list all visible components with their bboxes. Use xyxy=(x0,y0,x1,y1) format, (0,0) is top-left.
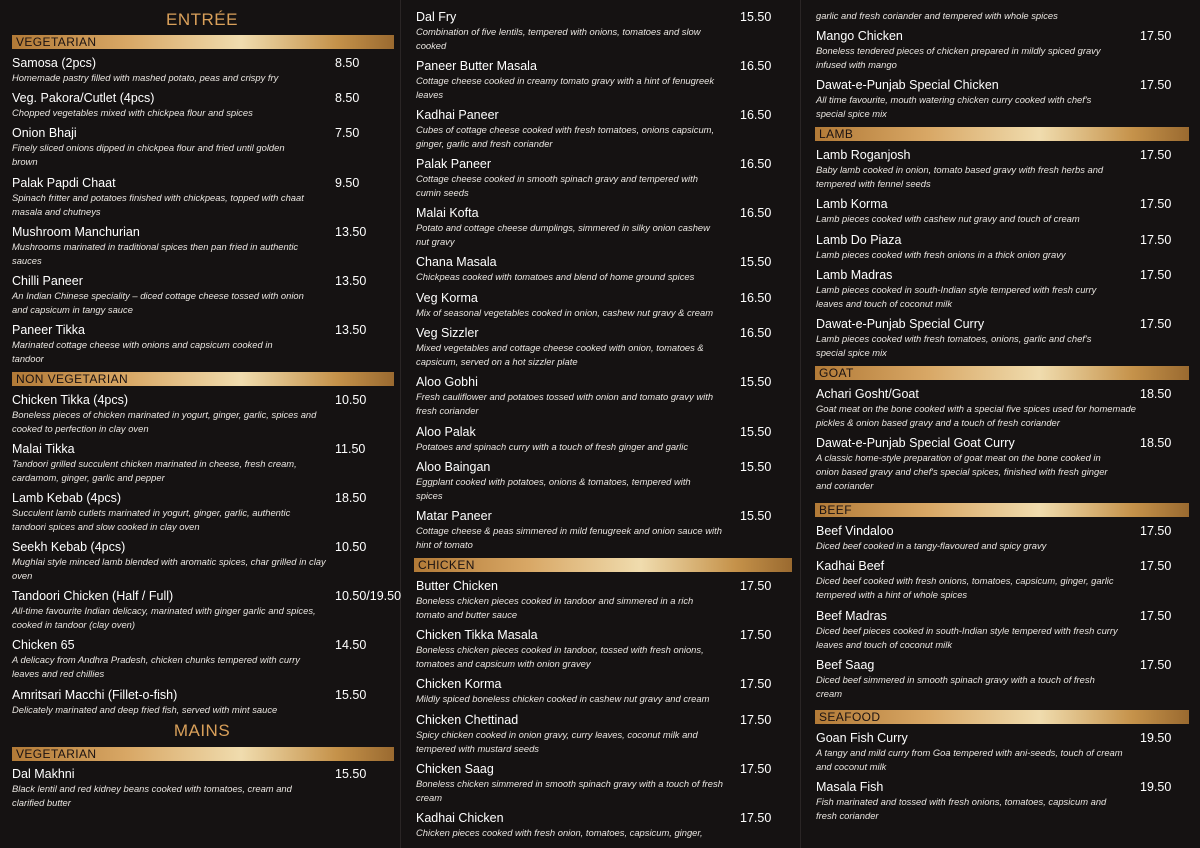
item-price: 17.50 xyxy=(1140,233,1172,247)
item-price: 13.50 xyxy=(335,323,367,337)
item-desc: Boneless tendered pieces of chicken prepared in mildly spiced gravy infused with mango xyxy=(816,45,1101,70)
item-price: 8.50 xyxy=(335,91,360,105)
section-band-seafood: SEAFOOD xyxy=(815,710,1189,724)
item-desc: Succulent lamb cutlets marinated in yogurt, ginger, garlic, authentic tandoori spices and slow cooked in clay oven xyxy=(12,507,291,532)
item-name: Lamb Madras xyxy=(816,268,893,282)
menu-item xyxy=(416,291,796,320)
item-name: Kadhai Beef xyxy=(816,559,885,573)
section-band-lamb: LAMB xyxy=(815,127,1189,141)
menu-item xyxy=(816,731,1196,774)
menu-item xyxy=(816,317,1196,360)
menu-item xyxy=(416,255,796,284)
item-name: Seekh Kebab (4pcs) xyxy=(12,540,126,554)
item-name: Kadhai Paneer xyxy=(416,108,499,122)
item-name: Lamb Korma xyxy=(816,197,888,211)
item-name: Dawat-e-Punjab Special Curry xyxy=(816,317,985,331)
menu-item xyxy=(12,442,397,485)
item-desc: Cubes of cottage cheese cooked with fresh tomatoes, onions capsicum, ginger, garlic and fresh coriander xyxy=(416,124,715,149)
item-price: 18.50 xyxy=(1140,436,1172,450)
item-price: 8.50 xyxy=(335,56,360,70)
item-name: Chilli Paneer xyxy=(12,274,83,288)
item-name: Beef Vindaloo xyxy=(816,524,894,538)
item-desc: Diced beef simmered in smooth spinach gravy with a touch of fresh cream xyxy=(816,674,1095,699)
item-name: Dal Fry xyxy=(416,10,457,24)
item-name: Malai Kofta xyxy=(416,206,479,220)
item-desc: Tandoori grilled succulent chicken marinated in cheese, fresh cream, cardamom, ginger, garlic and pepper xyxy=(12,458,297,483)
item-desc: A classic home-style preparation of goat meat on the bone cooked in onion based gravy and chef's special spices, finished with fresh ginger and coriander xyxy=(816,452,1108,491)
item-name: Aloo Baingan xyxy=(416,460,491,474)
menu-item xyxy=(816,197,1196,226)
menu-item xyxy=(12,126,397,169)
item-name: Malai Tikka xyxy=(12,442,75,456)
menu-item xyxy=(416,206,796,249)
item-price: 17.50 xyxy=(740,762,772,776)
entree-heading: ENTRÉE xyxy=(166,10,238,29)
item-name: Chicken Korma xyxy=(416,677,502,691)
item-desc: Baby lamb cooked in onion, tomato based gravy with fresh herbs and tempered with fennel seeds xyxy=(816,164,1104,189)
item-price: 17.50 xyxy=(740,811,772,825)
item-name: Masala Fish xyxy=(816,780,884,794)
item-price: 15.50 xyxy=(740,425,772,439)
section-band-entree-vegetarian: VEGETARIAN xyxy=(12,35,394,49)
item-price: 19.50 xyxy=(1140,780,1172,794)
menu-item xyxy=(816,29,1196,72)
item-name: Chicken Chettinad xyxy=(416,713,519,727)
item-desc: Mildly spiced boneless chicken cooked in cashew nut gravy and cream xyxy=(416,693,710,704)
item-name: Chana Masala xyxy=(416,255,497,269)
item-name: Chicken Saag xyxy=(416,762,494,776)
item-desc: All time favourite, mouth watering chicken curry cooked with chef's special spice mix xyxy=(816,94,1092,119)
item-name: Paneer Butter Masala xyxy=(416,59,537,73)
menu-item xyxy=(416,677,796,706)
item-desc: Fresh cauliflower and potatoes tossed with onion and tomato gravy with fresh coriander xyxy=(416,391,714,416)
menu-item xyxy=(816,658,1196,701)
section-band-entree-non-vegetarian: NON VEGETARIAN xyxy=(12,372,394,386)
item-desc: Cottage cheese & peas simmered in mild fenugreek and onion sauce with hint of tomato xyxy=(416,525,722,550)
item-name: Butter Chicken xyxy=(416,579,498,593)
item-desc: Potatoes and spinach curry with a touch of fresh ginger and garlic xyxy=(416,441,689,452)
item-price: 13.50 xyxy=(335,225,367,239)
item-desc: Marinated cottage cheese with onions and capsicum cooked in tandoor xyxy=(12,339,273,364)
item-name: Mushroom Manchurian xyxy=(12,225,140,239)
item-desc: Lamb pieces cooked with fresh tomatoes, onions, garlic and chef's special spice mix xyxy=(816,333,1092,358)
item-price: 7.50 xyxy=(335,126,360,140)
item-desc: Goat meat on the bone cooked with a special five spices used for homemade pickles & onion based gravy and a touch of fresh coriander xyxy=(816,403,1136,428)
menu-item xyxy=(816,148,1196,191)
item-price: 17.50 xyxy=(1140,29,1172,43)
item-price: 15.50 xyxy=(740,509,772,523)
mains-heading: MAINS xyxy=(173,721,231,740)
menu-item xyxy=(416,10,796,53)
item-name: Samosa (2pcs) xyxy=(12,56,97,70)
item-price: 17.50 xyxy=(1140,78,1172,92)
menu-item xyxy=(416,425,796,454)
item-desc: Homemade pastry filled with mashed potato, peas and crispy fry xyxy=(12,72,279,83)
item-price: 17.50 xyxy=(740,713,772,727)
item-desc: Chicken pieces cooked with fresh onion, tomatoes, capsicum, ginger, xyxy=(416,827,703,838)
item-desc: Mughlai style minced lamb blended with aromatic spices, char grilled in clay oven xyxy=(12,556,326,581)
item-desc: Cottage cheese cooked in smooth spinach gravy and tempered with cumin seeds xyxy=(416,173,698,198)
menu-item xyxy=(416,375,796,418)
menu-item xyxy=(12,540,397,583)
item-price: 18.50 xyxy=(335,491,367,505)
item-desc: Diced beef cooked in a tangy-flavoured and spicy gravy xyxy=(816,540,1047,551)
item-desc: Boneless chicken pieces cooked in tandoor and simmered in a rich tomato and butter sauce xyxy=(416,595,694,620)
menu-item xyxy=(12,767,397,810)
menu-item xyxy=(416,713,796,756)
item-price: 17.50 xyxy=(1140,268,1172,282)
menu-item xyxy=(816,233,1196,262)
item-name: Paneer Tikka xyxy=(12,323,85,337)
item-name: Lamb Roganjosh xyxy=(816,148,911,162)
item-name: Dawat-e-Punjab Special Goat Curry xyxy=(816,436,1015,450)
item-desc: Fish marinated and tossed with fresh onions, tomatoes, capsicum and fresh coriander xyxy=(816,796,1107,821)
item-price: 17.50 xyxy=(1140,197,1172,211)
menu-item xyxy=(816,268,1196,311)
item-desc: Combination of five lentils, tempered with onions, tomatoes and slow cooked xyxy=(416,26,701,51)
item-price: 15.50 xyxy=(335,767,367,781)
item-desc: Boneless chicken pieces cooked in tandoor, tossed with fresh onions, tomatoes and capsicum with onion gravey xyxy=(416,644,704,669)
item-price: 15.50 xyxy=(335,688,367,702)
menu-item xyxy=(12,91,397,120)
item-desc: A delicacy from Andhra Pradesh, chicken chunks tempered with curry leaves and red chillies xyxy=(12,654,300,679)
item-name: Veg. Pakora/Cutlet (4pcs) xyxy=(12,91,155,105)
item-price: 9.50 xyxy=(335,176,360,190)
section-band-beef: BEEF xyxy=(815,503,1189,517)
menu-item xyxy=(416,811,796,840)
menu-item xyxy=(416,157,796,200)
item-desc-continued: garlic and fresh coriander and tempered with whole spices xyxy=(816,10,1058,21)
item-price: 16.50 xyxy=(740,326,772,340)
menu-item xyxy=(12,688,397,717)
item-name: Achari Gosht/Goat xyxy=(816,387,919,401)
item-price: 16.50 xyxy=(740,108,772,122)
menu-item xyxy=(416,762,796,805)
item-price: 11.50 xyxy=(335,442,366,456)
item-price: 13.50 xyxy=(335,274,367,288)
item-desc: Spinach fritter and potatoes finished with chickpeas, topped with chaat masala and chutneys xyxy=(12,192,304,217)
item-price: 17.50 xyxy=(1140,559,1172,573)
item-name: Chicken 65 xyxy=(12,638,75,652)
item-price: 17.50 xyxy=(1140,148,1172,162)
item-desc: Black lentil and red kidney beans cooked with tomatoes, cream and clarified butter xyxy=(12,783,292,808)
item-price: 10.50 xyxy=(335,393,367,407)
menu-item xyxy=(12,274,397,317)
item-name: Matar Paneer xyxy=(416,509,492,523)
item-price: 19.50 xyxy=(1140,731,1172,745)
item-desc: A tangy and mild curry from Goa tempered with ani-seeds, touch of cream and coconut milk xyxy=(816,747,1123,772)
item-name: Dawat-e-Punjab Special Chicken xyxy=(816,78,999,92)
item-name: Veg Sizzler xyxy=(416,326,479,340)
menu-item xyxy=(816,609,1196,652)
menu-item xyxy=(816,387,1196,430)
item-name: Goan Fish Curry xyxy=(816,731,908,745)
item-price: 15.50 xyxy=(740,10,772,24)
item-price: 17.50 xyxy=(740,677,772,691)
item-price: 16.50 xyxy=(740,157,772,171)
item-price: 17.50 xyxy=(1140,317,1172,331)
menu-item xyxy=(816,780,1196,823)
item-name: Mango Chicken xyxy=(816,29,903,43)
menu-item xyxy=(416,59,796,102)
section-band-mains-vegetarian: VEGETARIAN xyxy=(12,747,394,761)
item-name: Dal Makhni xyxy=(12,767,75,781)
menu-item xyxy=(12,491,397,534)
item-name: Aloo Gobhi xyxy=(416,375,478,389)
item-desc: Lamb pieces cooked in south-Indian style tempered with fresh curry leaves and touch of coconut milk xyxy=(816,284,1097,309)
item-desc: Finely sliced onions dipped in chickpea flour and fried until golden brown xyxy=(12,142,285,167)
menu-item xyxy=(416,460,796,503)
item-name: Lamb Kebab (4pcs) xyxy=(12,491,122,505)
item-desc: Potato and cottage cheese dumplings, simmered in silky onion cashew nut gravy xyxy=(416,222,710,247)
menu-item xyxy=(416,509,796,552)
item-desc: Delicately marinated and deep fried fish, served with mint sauce xyxy=(12,704,278,715)
item-price: 17.50 xyxy=(1140,609,1172,623)
menu-item xyxy=(12,225,397,268)
item-price: 17.50 xyxy=(740,579,772,593)
item-desc: Lamb pieces cooked with fresh onions in a thick onion gravy xyxy=(816,249,1066,260)
item-name: Aloo Palak xyxy=(416,425,476,439)
item-price: 18.50 xyxy=(1140,387,1172,401)
menu-item xyxy=(12,176,397,219)
item-desc: Cottage cheese cooked in creamy tomato gravy with a hint of fenugreek leaves xyxy=(416,75,715,100)
item-desc: Diced beef pieces cooked in south-Indian style tempered with fresh curry leaves and touch of coconut milk xyxy=(816,625,1118,650)
item-name: Beef Saag xyxy=(816,658,875,672)
item-name: Beef Madras xyxy=(816,609,887,623)
section-band-chicken: CHICKEN xyxy=(414,558,792,572)
item-price: 15.50 xyxy=(740,460,772,474)
menu-item xyxy=(816,524,1196,553)
section-band-goat: GOAT xyxy=(815,366,1189,380)
item-name: Chicken Tikka Masala xyxy=(416,628,538,642)
item-desc: Mushrooms marinated in traditional spices then pan fried in authentic sauces xyxy=(12,241,299,266)
menu-item xyxy=(12,589,400,632)
menu-item xyxy=(816,436,1196,493)
item-desc: Mixed vegetables and cottage cheese cooked with onion, tomatoes & capsicum, served on a hot sizzler plate xyxy=(416,342,704,367)
menu-item xyxy=(12,56,397,85)
item-name: Lamb Do Piaza xyxy=(816,233,902,247)
item-name: Kadhai Chicken xyxy=(416,811,504,825)
item-price: 15.50 xyxy=(740,255,772,269)
menu-item xyxy=(416,326,796,369)
menu-item xyxy=(416,579,796,622)
item-name: Veg Korma xyxy=(416,291,478,305)
menu-item xyxy=(12,323,397,366)
item-name: Tandoori Chicken (Half / Full) xyxy=(12,589,174,603)
item-desc: All-time favourite Indian delicacy, marinated with ginger garlic and spices, cooked in tandoor (clay oven) xyxy=(12,605,316,630)
item-desc: Lamb pieces cooked with cashew nut gravy and touch of cream xyxy=(816,213,1080,224)
item-desc: Diced beef cooked with fresh onions, tomatoes, capsicum, ginger, garlic tempered with a hint of whole spices xyxy=(816,575,1114,600)
item-desc: Chickpeas cooked with tomatoes and blend of home ground spices xyxy=(416,271,695,282)
item-desc: An Indian Chinese speciality – diced cottage cheese tossed with onion and capsicum in tangy sauce xyxy=(12,290,304,315)
item-price: 17.50 xyxy=(740,628,772,642)
item-desc: Boneless pieces of chicken marinated in yogurt, ginger, garlic, spices and cooked to perfection in clay oven xyxy=(12,409,317,434)
menu-item xyxy=(12,638,397,681)
item-price: 15.50 xyxy=(740,375,772,389)
item-price: 10.50 xyxy=(335,540,367,554)
item-price: 17.50 xyxy=(1140,658,1172,672)
item-price: 17.50 xyxy=(1140,524,1172,538)
menu-item xyxy=(816,559,1196,602)
item-desc: Boneless chicken simmered in smooth spinach gravy with a touch of fresh cream xyxy=(416,778,723,803)
menu-item xyxy=(12,393,397,436)
item-price: 16.50 xyxy=(740,206,772,220)
item-name: Palak Papdi Chaat xyxy=(12,176,116,190)
item-price: 14.50 xyxy=(335,638,367,652)
item-desc: Eggplant cooked with potatoes, onions & tomatoes, tempered with spices xyxy=(416,476,691,501)
menu-item xyxy=(416,628,796,671)
item-desc: Chopped vegetables mixed with chickpea flour and spices xyxy=(12,107,253,118)
item-name: Amritsari Macchi (Fillet-o-fish) xyxy=(12,688,178,702)
menu-item xyxy=(416,108,796,151)
item-desc: Spicy chicken cooked in onion gravy, curry leaves, coconut milk and tempered with mustard seeds xyxy=(416,729,698,754)
item-price: 10.50/19.50 xyxy=(335,589,402,603)
item-price: 16.50 xyxy=(740,291,772,305)
item-desc: Mix of seasonal vegetables cooked in onion, cashew nut gravy & cream xyxy=(416,307,714,318)
item-name: Palak Paneer xyxy=(416,157,492,171)
item-price: 16.50 xyxy=(740,59,772,73)
item-name: Onion Bhaji xyxy=(12,126,77,140)
menu-item xyxy=(816,78,1196,121)
item-name: Chicken Tikka (4pcs) xyxy=(12,393,129,407)
